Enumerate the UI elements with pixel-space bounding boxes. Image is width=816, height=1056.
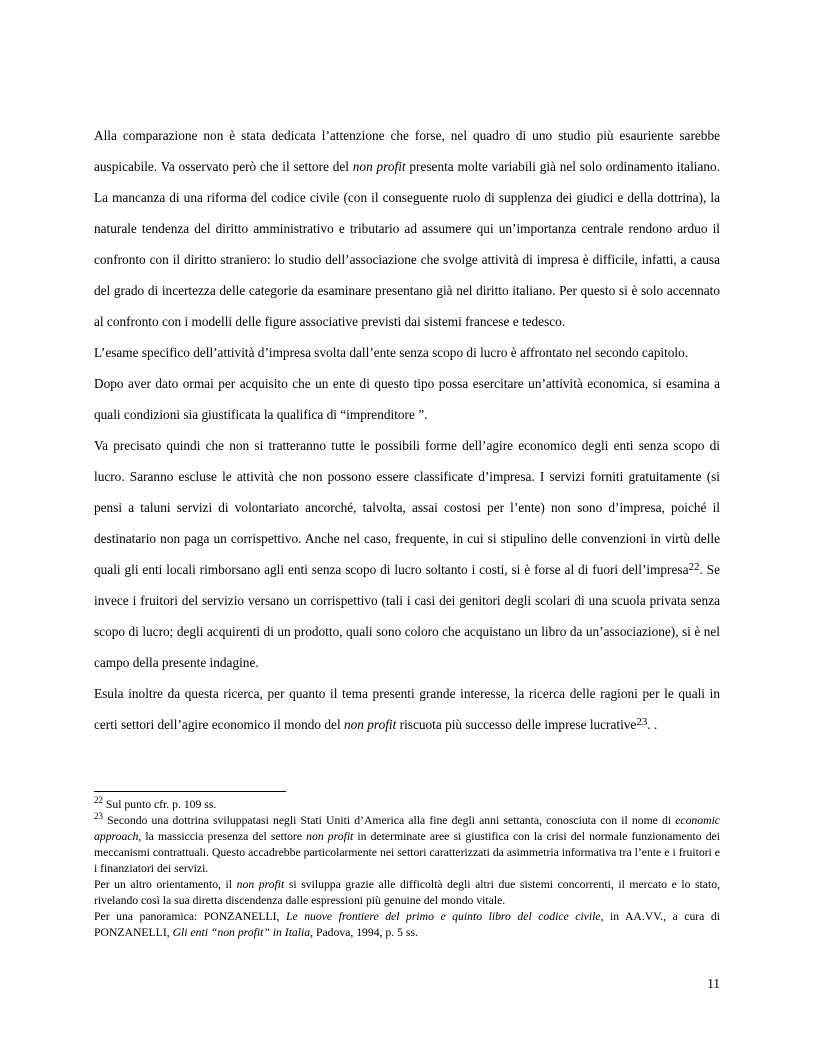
paragraph-3: Dopo aver dato ormai per acquisito che un ente di questo tipo possa esercitare un’attività economica, si esamina a quali condizioni sia giustificata la qualifica di “imprenditore ”. [94,376,720,422]
footnote-number: 23 [94,811,103,821]
paragraph-5 [94,678,720,740]
paragraph-1-text-c: presenta molte variabili già nel solo ordinamento italiano. La mancanza di una riforma del codice civile (con il conseguente ruolo di supplenza dei giudici e della dottrina), la naturale tendenza del diritto amministrativo e tributario ad assumere qui un’importanza centrale rendono arduo il confronto con il diritto straniero: lo studio dell’associazione che svolge attività di impresa è difficile, infatti, a causa del grado di incertezza delle categorie da esaminare presentano già nel diritto italiano. Per questo si è solo accennato al confronto con i modelli delle figure associative previsti dai sistemi francese e tedesco. [94,159,720,329]
paragraph-1-text-a: Alla comparazione non è stata dedicata l’attenzione che forse, nel quadro di uno studio più esauriente sarebbe auspicabile. Va osservato però che il settore del [94,128,720,174]
footnote-23-para-2 [94,877,720,909]
paragraph-5-text-d: . . [647,717,658,732]
footnote-23-p3-text-a: Per una panoramica: PONZANELLI, [94,910,286,923]
paragraph-4-text-b: . Se invece i fruitori del servizio versano un corrispettivo (tali i casi dei genitori degli scolari di una scuola privata senza scopo di lucro; degli acquirenti di un prodotto, quali sono coloro che acquistano un libro da un’associazione), si è nel campo della presente indagine. [94,562,720,670]
footnote-22 [94,797,720,813]
footnote-number: 22 [94,795,103,805]
footnote-23-p2-text-c: si sviluppa grazie alle difficoltà degli altri due sistemi concorrenti, il mercato e lo stato, rivelando così la sua diretta discendenza dalle espressioni più genuine del mondo vitale. [94,878,721,907]
footnote-23 [94,813,720,877]
paragraph-2: L’esame specifico dell’attività d’impresa svolta dall’ente senza scopo di lucro è affrontato nel secondo capitolo. [94,345,689,360]
italic-term: economic approach [94,814,720,843]
page-number: 11 [707,976,720,991]
footnotes [94,797,720,941]
footnote-23-p3-text-c: , in AA.VV., a cura di PONZANELLI, [94,910,720,939]
paragraph-4 [94,430,720,678]
footnote-23-para-3 [94,909,720,941]
paragraph-4-text-a: Va precisato quindi che non si tratteranno tutte le possibili forme dell’agire economico degli enti senza scopo di lucro. Saranno escluse le attività che non possono essere classificate d’impresa. I servizi forniti gratuitamente (si pensi a taluni servizi di volontariato ancorché, talvolta, assai costosi per l’ente) non sono d’impresa, poiché il destinatario non paga un corrispettivo. Anche nel caso, frequente, in cui si stipulino delle convenzioni in virtù delle quali gli enti locali rimborsano agli enti senza scopo di lucro soltanto i costi, si è forse al di fuori dell’impresa [94,438,720,577]
paragraph-1 [94,120,720,337]
paragraph-5-text-c: riscuota più successo delle imprese lucrative [396,717,637,732]
main-text [94,120,720,740]
footnote-23-p3-text-e: , Padova, 1994, p. 5 ss. [310,926,418,939]
footnote-23-text-e: in determinate aree si giustifica con la crisi del normale funzionamento dei meccanismi contrattuali. Questo accadrebbe particolarmente nei settori caratterizzati da asimmetria informativa tra l’ente e i fruitori e i finanziatori dei servizi. [94,830,720,875]
book-title: Gli enti “non profit” in Italia [172,926,311,939]
book-title: Le nuove frontiere del primo e quinto libro del codice civile [285,910,601,923]
paragraph-5-text-a: Esula inoltre da questa ricerca, per quanto il tema presenti grande interesse, la ricerca delle ragioni per le quali in certi settori dell’agire economico il mondo del [94,686,720,732]
footnote-23-text-a: Secondo una dottrina sviluppatasi negli Stati Uniti d’America alla fine degli anni settanta, conosciuta con il nome di [103,814,676,827]
italic-term: non profit [343,717,397,732]
italic-term: non profit [306,830,354,843]
footnote-ref-22[interactable]: 22 [688,561,700,573]
italic-term: non profit [236,878,285,891]
italic-term: non profit [352,159,406,174]
footnote-22-text: Sul punto cfr. p. 109 ss. [103,798,217,811]
footnote-ref-23[interactable]: 23 [636,716,648,728]
footnote-23-p2-text-a: Per un altro orientamento, il [94,878,237,891]
footnote-23-text-c: , la massiccia presenza del settore [138,830,307,843]
footnote-separator [94,791,286,792]
